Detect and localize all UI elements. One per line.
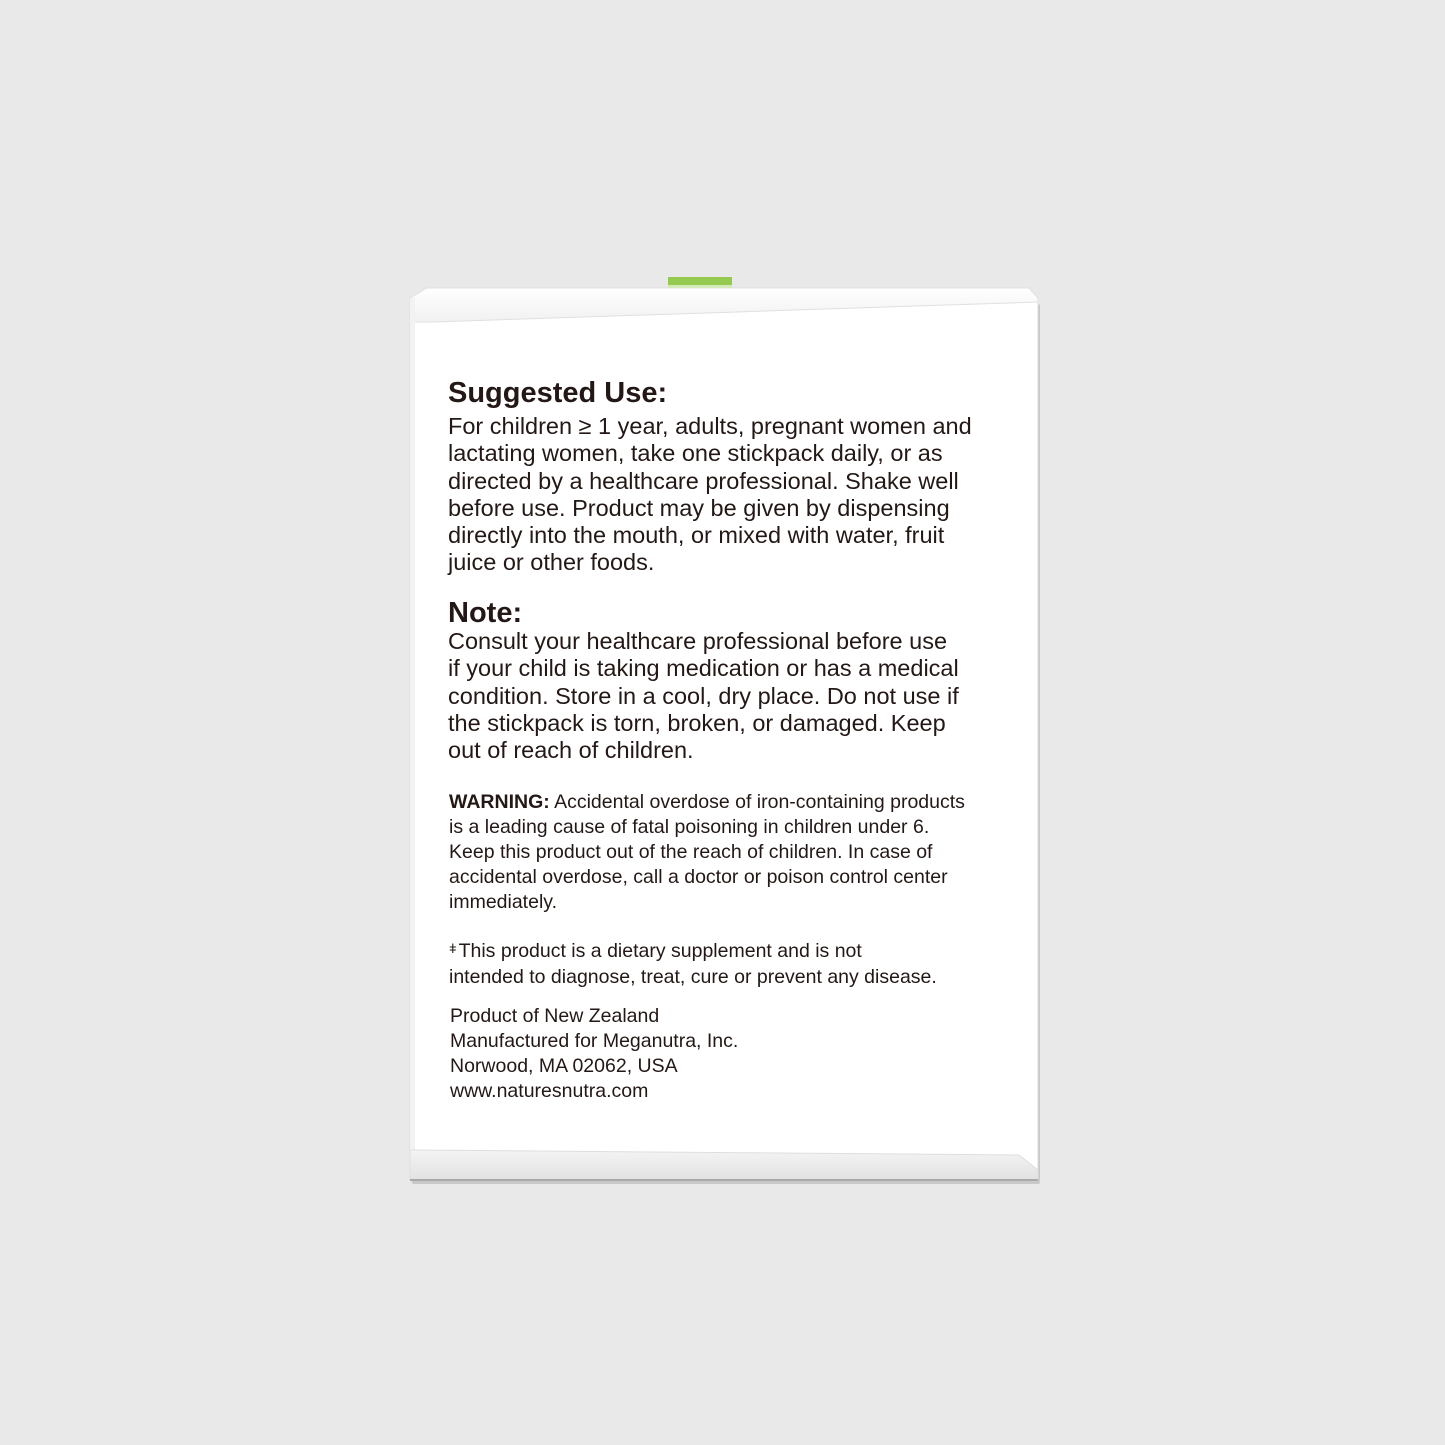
suggested-use-heading: Suggested Use: [448,377,668,409]
note-line: the stickpack is torn, broken, or damaged. Keep [448,709,946,736]
suggested-use-line: juice or other foods. [448,549,655,576]
product-box [409,270,1041,1186]
suggested-use-line: directed by a healthcare professional. Shake well [448,467,959,494]
suggested-use-section [448,376,972,577]
address-text: Norwood, MA 02062, USA [450,1055,678,1077]
suggested-use-text [448,413,972,577]
website-text: www.naturesnutra.com [450,1080,649,1102]
note-heading: Note: [448,597,523,629]
origin-text: Product of New Zealand [450,1005,660,1027]
suggested-use-line: lactating women, take one stickpack daily, or as [448,440,943,467]
disclaimer-mark: ǂ [449,941,457,956]
note-text [448,628,959,764]
warning-label: WARNING: [449,791,550,813]
note-section [448,596,959,764]
disclaimer-line: intended to diagnose, treat, cure or prevent any disease. [449,965,937,988]
note-line: if your child is taking medication or has a medical [448,655,959,682]
suggested-use-line: For children ≥ 1 year, adults, pregnant women and [448,413,972,439]
warning-line: is a leading cause of fatal poisoning in children under 6. [449,816,930,838]
warning-line: Accidental overdose of iron-containing products [549,791,965,813]
warning-text [449,790,1009,915]
warning-line: immediately. [449,891,558,913]
suggested-use-line: directly into the mouth, or mixed with water, fruit [448,522,945,549]
note-line: out of reach of children. [448,737,694,764]
warning-line: accidental overdose, call a doctor or poison control center [449,866,948,888]
note-line: condition. Store in a cool, dry place. Do not use if [448,682,959,709]
manufacturer-text: Manufactured for Meganutra, Inc. [450,1030,739,1052]
disclaimer-text [449,936,1009,990]
warning-line: Keep this product out of the reach of children. In case of [449,841,933,863]
note-line: Consult your healthcare professional before use [448,628,948,654]
disclaimer-line: This product is a dietary supplement and is not [458,940,862,962]
manufacturer-info [450,1004,738,1104]
suggested-use-line: before use. Product may be given by dispensing [448,494,950,521]
